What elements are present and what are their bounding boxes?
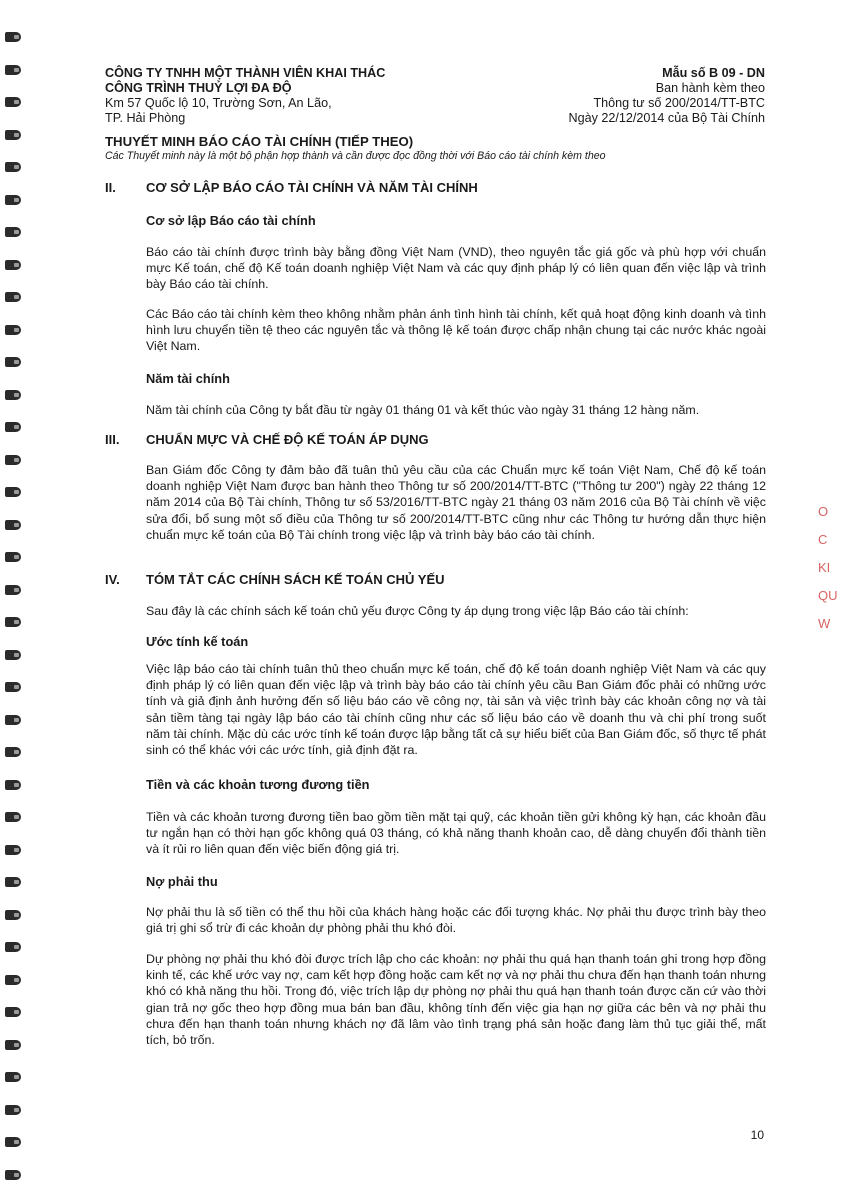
binding-ring [5, 780, 21, 790]
section-title-4: TÓM TẮT CÁC CHÍNH SÁCH KẾ TOÁN CHỦ YẾU [146, 572, 445, 587]
company-info [105, 66, 465, 126]
section-number-2: II. [105, 180, 116, 195]
subheading-cash: Tiền và các khoản tương đương tiền [146, 777, 370, 792]
circular-reference: Thông tư số 200/2014/TT-BTC [593, 96, 765, 110]
form-code: Mẫu số B 09 - DN [662, 66, 765, 80]
paragraph-standards: Ban Giám đốc Công ty đảm bảo đã tuân thủ yêu cầu của các Chuẩn mực kế toán Việt Nam, Chế độ kế toán doanh nghiệp Việt Nam được ban hành theo Thông tư số 200/2014/TT-BTC ("Thông tư 200") ngày 22 tháng 12 năm 2014 của Bộ Tài chính, Thông tư số 53/2016/TT-BTC ngày 21 tháng 03 năm 2016 của Bộ Tài chính về việc sửa đổi, bổ sung một số điều của Thông tư số 200/2014/TT-BTC cũng như các Thông tư hướng dẫn thực hiện chuẩn mực kế toán của Bộ Tài chính trong việc lập và trình bày báo cáo tài chính. [146, 463, 766, 542]
stamp-text-1: O [818, 504, 829, 519]
binding-ring [5, 617, 21, 627]
section-title-3: CHUẨN MỰC VÀ CHẾ ĐỘ KẾ TOÁN ÁP DỤNG [146, 432, 429, 447]
binding-ring [5, 1137, 21, 1147]
subheading-fiscal-year: Năm tài chính [146, 371, 230, 386]
paragraph-estimates: Việc lập báo cáo tài chính tuân thủ theo chuẩn mực kế toán, chế độ kế toán doanh nghiệp Việt Nam và các quy định pháp lý có liên quan đến việc lập và trình bày báo cáo tài chính yêu cầu Ban Giám đốc phải có những ước tính và giả định ảnh hưởng đến số liệu báo cáo về công nợ, tài sản và việc trình bày các khoản công nợ và tài sản tiềm tàng tại ngày lập báo cáo tài chính cũng như các số liệu báo cáo về doanh thu và chi phí trong suốt năm tài chính. Mặc dù các ước tính kế toán được lập bằng tất cả sự hiểu biết của Ban Giám đốc, số thực tế phát sinh có thể khác với các ước tính, giả định đặt ra. [146, 662, 766, 758]
red-stamp-fragment [818, 498, 848, 638]
binding-ring [5, 32, 21, 42]
binding-ring [5, 845, 21, 855]
binding-ring [5, 1072, 21, 1082]
binding-ring [5, 357, 21, 367]
stamp-text-4: QU [818, 588, 838, 603]
stamp-text-5: W [818, 616, 831, 631]
company-name-line1: CÔNG TY TNHH MỘT THÀNH VIÊN KHAI THÁC [105, 66, 386, 80]
issue-date: Ngày 22/12/2014 của Bộ Tài Chính [568, 111, 765, 125]
binding-ring [5, 162, 21, 172]
binding-ring [5, 650, 21, 660]
section-number-4: IV. [105, 572, 120, 587]
binding-ring [5, 260, 21, 270]
binding-ring [5, 747, 21, 757]
binding-ring [5, 715, 21, 725]
paragraph-basis-2: Các Báo cáo tài chính kèm theo không nhằm phản ánh tình hình tài chính, kết quả hoạt động kinh doanh và tình hình lưu chuyển tiền tệ theo các nguyên tắc và thông lệ kế toán được chấp nhận chung tại các nước khác ngoài Việt Nam. [146, 307, 766, 354]
paragraph-cash: Tiền và các khoản tương đương tiền bao gồm tiền mặt tại quỹ, các khoản tiền gửi không kỳ hạn, các khoản đầu tư ngắn hạn có thời hạn gốc không quá 03 tháng, có khả năng thanh khoản cao, dễ dàng chuyển đổi thành tiền và ít rủi ro liên quan đến việc biến động giá trị. [146, 810, 766, 857]
subheading-receivables: Nợ phải thu [146, 874, 218, 889]
subheading-estimates: Ước tính kế toán [146, 634, 249, 649]
binding-ring [5, 1170, 21, 1180]
binding-ring [5, 292, 21, 302]
binding-ring [5, 1007, 21, 1017]
document-title: THUYẾT MINH BÁO CÁO TÀI CHÍNH (TIẾP THEO) [105, 134, 414, 149]
binding-ring [5, 97, 21, 107]
binding-ring [5, 325, 21, 335]
binding-ring [5, 65, 21, 75]
paragraph-receivables-2: Dự phòng nợ phải thu khó đòi được trích lập cho các khoản: nợ phải thu quá hạn thanh toán ghi trong hợp đồng kinh tế, các khế ước vay nợ, cam kết hợp đồng hoặc cam kết nợ và nợ phải thu chưa đến hạn thanh toán nhưng khó có khả năng thu hồi. Trong đó, việc trích lập dự phòng nợ phải thu quá hạn thanh toán được căn cứ vào thời gian trả nợ gốc theo hợp đồng mua bán ban đầu, không tính đến việc gia hạn nợ giữa các bên và nợ phải thu chưa đến hạn thanh toán nhưng khách nợ đã lâm vào tình trạng phá sản hoặc đang làm thủ tục giải thể, mất tích, bỏ trốn. [146, 952, 766, 1048]
binding-ring [5, 1040, 21, 1050]
binding-ring [5, 195, 21, 205]
binding-ring [5, 390, 21, 400]
binding-ring [5, 975, 21, 985]
binding-ring [5, 130, 21, 140]
title-block [105, 134, 765, 162]
paragraph-receivables-1: Nợ phải thu là số tiền có thể thu hồi của khách hàng hoặc các đối tượng khác. Nợ phải thu được trình bày theo giá trị ghi sổ trừ đi các khoản dự phòng phải thu khó đòi. [146, 905, 766, 936]
page-number: 10 [750, 1128, 764, 1142]
binding-ring [5, 1105, 21, 1115]
paragraph-basis-1: Báo cáo tài chính được trình bày bằng đồng Việt Nam (VND), theo nguyên tắc giá gốc và phù hợp với chuẩn mực Kế toán, chế độ Kế toán doanh nghiệp Việt Nam và các quy định pháp lý có liên quan đến việc lập và trình bày Báo cáo tài chính. [146, 245, 766, 292]
company-address-line1: Km 57 Quốc lộ 10, Trường Sơn, An Lão, [105, 96, 332, 110]
section-title-2: CƠ SỞ LẬP BÁO CÁO TÀI CHÍNH VÀ NĂM TÀI CHÍNH [146, 180, 478, 195]
stamp-text-2: C [818, 532, 828, 547]
document-subtitle: Các Thuyết minh này là một bộ phận hợp thành và cần được đọc đồng thời với Báo cáo tài chính kèm theo [105, 150, 606, 162]
binding-ring [5, 585, 21, 595]
binding-ring [5, 455, 21, 465]
binding-ring [5, 682, 21, 692]
binding-ring [5, 877, 21, 887]
binding-ring [5, 812, 21, 822]
binding-ring [5, 487, 21, 497]
section-number-3: III. [105, 432, 120, 447]
subheading-basis: Cơ sở lập Báo cáo tài chính [146, 213, 316, 228]
binding-ring [5, 552, 21, 562]
binding-ring [5, 942, 21, 952]
binding-ring [5, 422, 21, 432]
company-name-line2: CÔNG TRÌNH THUỶ LỢI ĐA ĐỘ [105, 81, 292, 95]
paragraph-policies-intro: Sau đây là các chính sách kế toán chủ yếu được Công ty áp dụng trong việc lập Báo cáo tài chính: [146, 604, 689, 618]
spiral-binding [0, 0, 30, 1200]
stamp-text-3: KI [818, 560, 831, 575]
form-info [568, 66, 765, 126]
paragraph-fiscal-year: Năm tài chính của Công ty bắt đầu từ ngày 01 tháng 01 và kết thúc vào ngày 31 tháng 12 hàng năm. [146, 403, 700, 417]
company-address-line2: TP. Hải Phòng [105, 111, 186, 125]
binding-ring [5, 520, 21, 530]
issued-with: Ban hành kèm theo [655, 81, 765, 95]
binding-ring [5, 227, 21, 237]
binding-ring [5, 910, 21, 920]
